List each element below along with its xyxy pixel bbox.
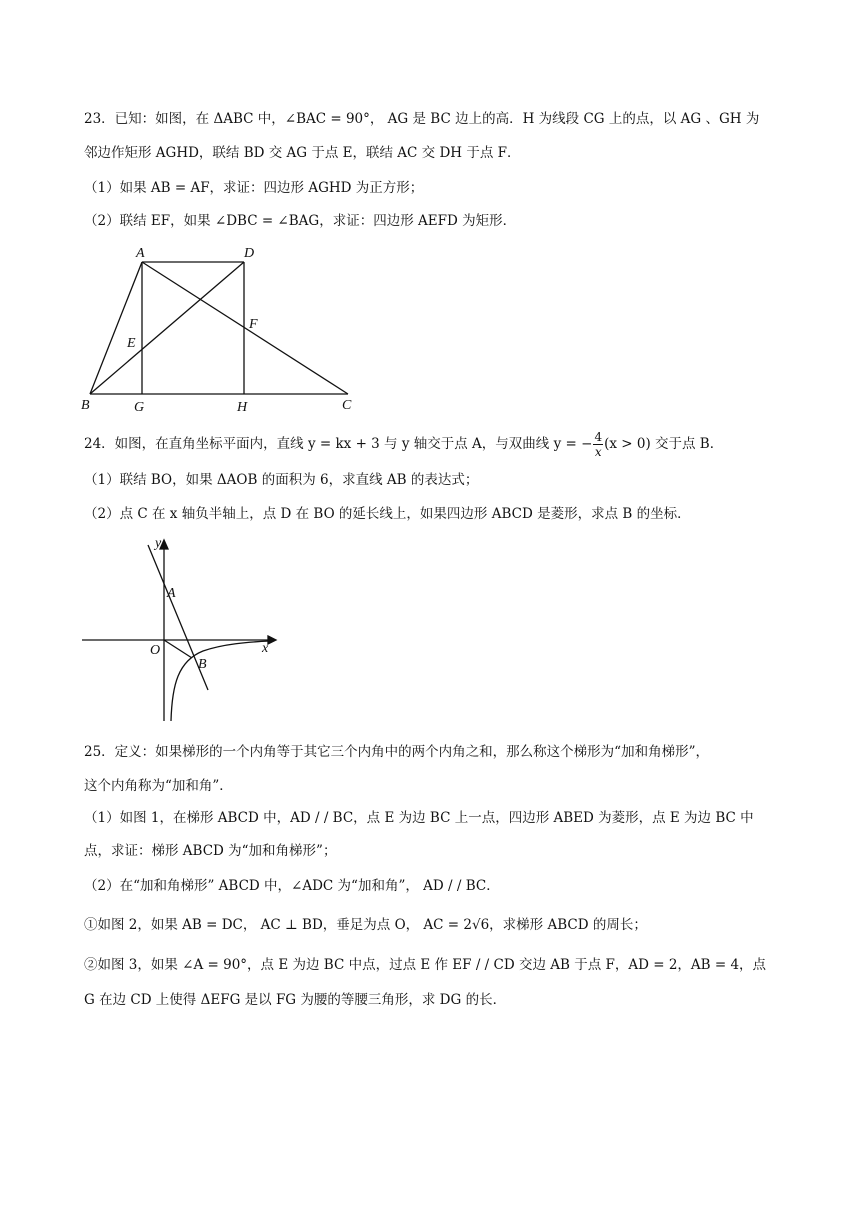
q24-frac-num: 4: [594, 430, 603, 444]
segment-ac: [142, 262, 348, 394]
q23-part2: （2）联结 EF，如果 ∠DBC = ∠BAG，求证：四边形 AEFD 为矩形．: [84, 213, 517, 229]
q23-figure: [78, 240, 378, 415]
q24-stem-b: (x > 0) 交于点 B．: [604, 436, 724, 452]
q24-fraction: [593, 430, 603, 459]
label-a: A: [136, 246, 145, 261]
label-b: B: [198, 657, 207, 672]
segment-ab: [90, 262, 142, 394]
label-b: B: [81, 398, 90, 413]
q25-sub1: ①如图 2，如果 AB = DC， AC ⊥ BD，垂足为点 O， AC = 2√6，求梯形 ABCD 的周长；: [84, 917, 647, 933]
q24-part2: （2）点 C 在 x 轴负半轴上，点 D 在 BO 的延长线上，如果四边形 ABCD 是菱形，求点 B 的坐标．: [84, 506, 691, 522]
label-o: O: [150, 643, 161, 658]
label-e: E: [127, 336, 136, 351]
label-g: G: [134, 400, 145, 415]
x-axis-arrow: [268, 636, 276, 644]
label-f: F: [249, 317, 258, 332]
label-d: D: [244, 246, 255, 261]
q25-def-line1: 25．定义：如果梯形的一个内角等于其它三个内角中的两个内角之和，那么称这个梯形为“加和角梯形”，: [84, 744, 709, 760]
label-a: A: [167, 586, 176, 601]
q23-stem-line2: 邻边作矩形 AGHD，联结 BD 交 AG 于点 E，联结 AC 交 DH 于点 F．: [84, 145, 521, 161]
label-c: C: [342, 398, 352, 413]
q24-figure: [78, 535, 283, 725]
q24-stem-a: 24．如图，在直角坐标平面内，直线 y = kx + 3 与 y 轴交于点 A，与双曲线 y = −: [84, 436, 593, 452]
q24-part1: （1）联结 BO，如果 ΔAOB 的面积为 6，求直线 AB 的表达式；: [84, 472, 479, 488]
hyperbola: [171, 641, 270, 721]
q25-part1-line1: （1）如图 1，在梯形 ABCD 中，AD / / BC，点 E 为边 BC 上一点，四边形 ABED 为菱形，点 E 为边 BC 中: [84, 810, 754, 826]
q23-part1: （1）如果 AB = AF，求证：四边形 AGHD 为正方形；: [84, 180, 424, 196]
q25-sub2-line2: G 在边 CD 上使得 ΔEFG 是以 FG 为腰的等腰三角形，求 DG 的长．: [84, 992, 507, 1008]
label-h: H: [237, 400, 248, 415]
q25-part2: （2）在“加和角梯形” ABCD 中，∠ADC 为“加和角”， AD / / BC．: [84, 878, 500, 894]
label-x: x: [262, 641, 269, 656]
label-y: y: [155, 536, 162, 551]
segment-bd: [90, 262, 244, 394]
q23-stem-line1: 23．已知：如图，在 ΔABC 中，∠BAC = 90°， AG 是 BC 边上的高．H 为线段 CG 上的点，以 AG 、GH 为: [84, 111, 760, 127]
q24-frac-den: x: [594, 445, 602, 459]
q25-part1-line2: 点，求证：梯形 ABCD 为“加和角梯形”；: [84, 843, 337, 859]
q25-def-line2: 这个内角称为“加和角”．: [84, 778, 233, 794]
q25-sub2-line1: ②如图 3，如果 ∠A = 90°，点 E 为边 BC 中点，过点 E 作 EF / / CD 交边 AB 于点 F，AD = 2，AB = 4，点: [84, 957, 767, 973]
q24-stem: [84, 430, 723, 459]
